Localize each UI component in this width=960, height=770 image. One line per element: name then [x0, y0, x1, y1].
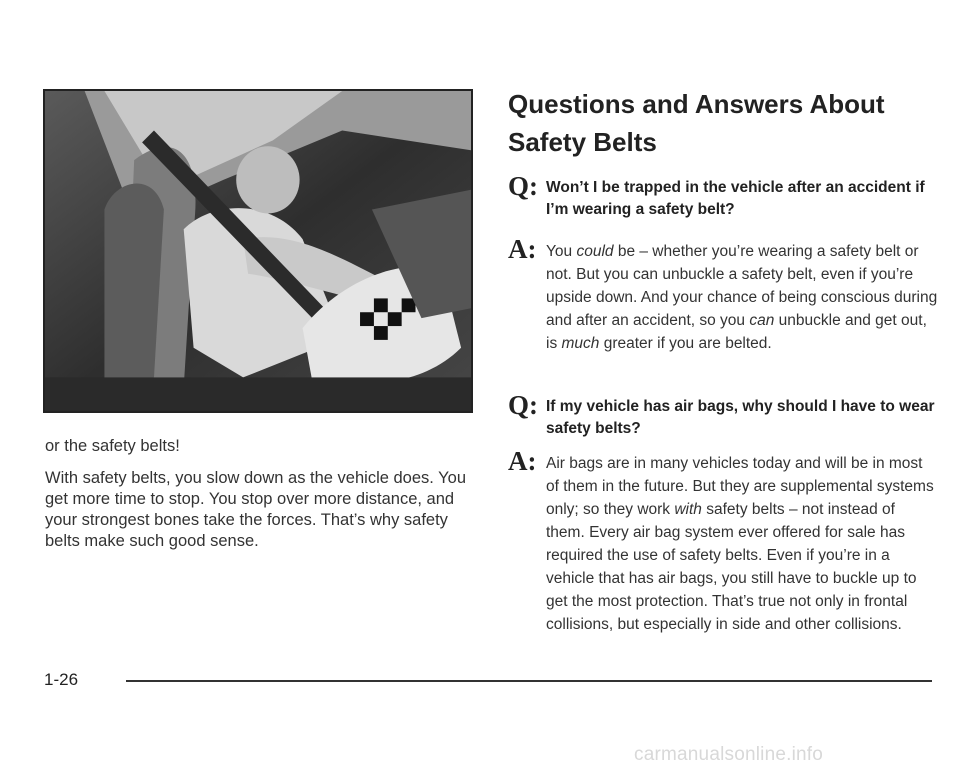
- section-title: Questions and Answers About Safety Belts: [508, 89, 885, 157]
- crash-dummy-illustration: [45, 91, 471, 411]
- answer-text: You could be – whether you’re wearing a safety belt or not. But you can unbuckle a safety belt, even if you’re upside down. And your chance of being conscious during and after an accident, so you can unbuckle and get out, is much greater if you are belted.: [546, 243, 938, 352]
- page-number: 1-26: [44, 670, 79, 689]
- paragraph-intro: or the safety belts!: [45, 437, 180, 455]
- question-text: If my vehicle has air bags, why should I have to wear safety belts?: [546, 398, 935, 437]
- question-mark-label: Q:: [508, 390, 538, 420]
- left-column-text: [45, 436, 485, 563]
- qa-block-2: [508, 390, 938, 440]
- answer-block-1: [508, 234, 938, 355]
- answer-mark-label: A:: [508, 446, 537, 476]
- answer-block-2: [508, 446, 938, 636]
- qa-block-1: [508, 171, 938, 221]
- watermark: carmanualsonline.info: [634, 744, 824, 765]
- answer-text: Air bags are in many vehicles today and will be in most of them in the future. But they are supplemental systems only; so they work with safety belts – not instead of them. Every air bag system ever offered for sale has required the use of safety belts. Even if you’re in a vehicle that has air bags, you still have to buckle up to get the most protection. That’s true not only in frontal collisions, but especially in side and other collisions.: [546, 455, 934, 633]
- crash-test-dummy-photo: [43, 89, 473, 413]
- footer-rule: [126, 680, 932, 682]
- paragraph-safety-belts: With safety belts, you slow down as the vehicle does. You get more time to stop. You stop over more distance, and your strongest bones take the forces. That’s why safety belts make such good sense.: [45, 469, 466, 550]
- answer-mark-label: A:: [508, 234, 537, 264]
- question-text: Won’t I be trapped in the vehicle after an accident if I’m wearing a safety belt?: [546, 179, 925, 218]
- question-mark-label: Q:: [508, 171, 538, 201]
